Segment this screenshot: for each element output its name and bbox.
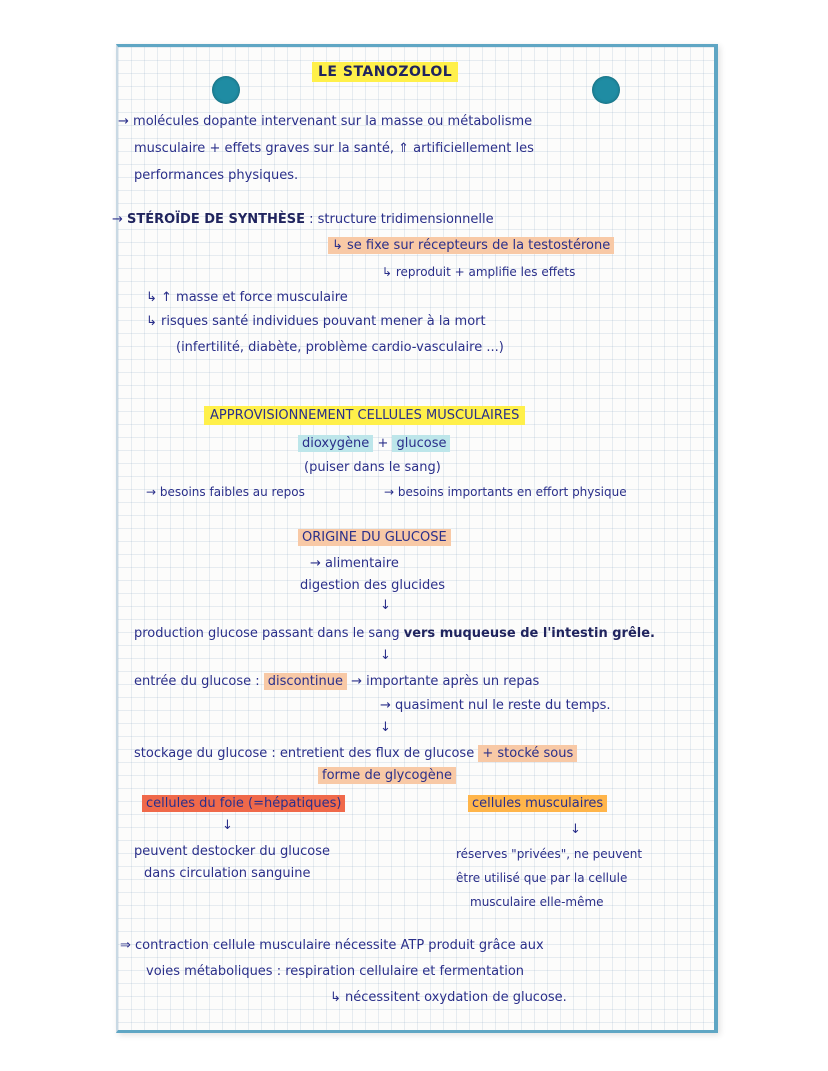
intro-line-3: performances physiques. xyxy=(134,168,299,183)
supply-low-needs: → besoins faibles au repos xyxy=(146,485,305,499)
conclusion-line-1: ⇒ contraction cellule musculaire nécessite ATP produit grâce aux xyxy=(120,938,544,953)
title-text: LE STANOZOLOL xyxy=(312,62,458,82)
storage-text-c: forme de glycogène xyxy=(318,767,456,784)
steroid-point-2: ↳ risques santé individues pouvant mener à la mort xyxy=(146,314,486,329)
muscle-line-1: réserves "privées", ne peuvent xyxy=(456,847,643,861)
steroid-point-1: ↳ ↑ masse et force musculaire xyxy=(146,290,348,305)
intro-line-1-text: molécules dopante intervenant sur la masse ou métabolisme xyxy=(133,114,533,129)
origin-heading-text: ORIGINE DU GLUCOSE xyxy=(298,529,451,546)
storage-text-a: stockage du glucose : entretient des flux de glucose xyxy=(134,746,475,761)
origin-storage-2 xyxy=(318,768,456,784)
production-text-a: production glucose passant dans le sang xyxy=(134,626,400,641)
supply-heading-text: APPROVISIONNEMENT CELLULES MUSCULAIRES xyxy=(204,406,525,425)
arrow-down-2: ↓ xyxy=(380,648,391,663)
origin-production xyxy=(134,626,655,642)
binder-hole-left xyxy=(212,76,240,104)
supply-heading xyxy=(204,408,525,424)
steroid-point-3: (infertilité, diabète, problème cardio-vasculaire ...) xyxy=(176,340,504,355)
arrow-down-liver: ↓ xyxy=(222,818,233,833)
origin-food: → alimentaire xyxy=(310,556,399,571)
steroid-sub-1-text: ↳ se fixe sur récepteurs de la testostérone xyxy=(328,237,614,254)
steroid-sub-2: ↳ reproduit + amplifie les effets xyxy=(382,265,576,279)
dioxygen-text: dioxygène xyxy=(298,435,373,452)
steroid-sub-1 xyxy=(328,238,614,254)
liver-line-2: dans circulation sanguine xyxy=(144,866,311,881)
plus-sign: + xyxy=(377,436,389,451)
intro-arrow: → xyxy=(118,114,129,129)
muscle-line-3: musculaire elle-même xyxy=(470,895,604,909)
supply-blood: (puiser dans le sang) xyxy=(304,460,441,475)
origin-heading xyxy=(298,530,451,546)
origin-entry-2: → quasiment nul le reste du temps. xyxy=(380,698,611,713)
liver-line-1: peuvent destocker du glucose xyxy=(134,844,331,859)
origin-storage xyxy=(134,746,577,762)
arrow-down-muscle: ↓ xyxy=(570,822,581,837)
steroid-arrow: → xyxy=(112,212,123,227)
muscle-line-2: être utilisé que par la cellule xyxy=(456,871,628,885)
steroid-desc: : structure tridimensionnelle xyxy=(309,212,494,227)
muscle-label xyxy=(468,796,607,812)
entry-label: entrée du glucose : xyxy=(134,674,260,689)
conclusion-line-3: ↳ nécessitent oxydation de glucose. xyxy=(330,990,567,1005)
storage-text-b: + stocké sous xyxy=(478,745,577,762)
muscle-label-text: cellules musculaires xyxy=(468,795,607,812)
conclusion-line-2: voies métaboliques : respiration cellulaire et fermentation xyxy=(146,964,525,979)
liver-label-text: cellules du foie (=hépatiques) xyxy=(142,795,345,812)
supply-nutrients xyxy=(298,436,450,452)
steroid-line xyxy=(112,212,494,228)
binder-hole-right xyxy=(592,76,620,104)
intro-line-1 xyxy=(118,114,532,130)
supply-high-needs: → besoins importants en effort physique xyxy=(384,485,627,499)
entry-after-1: → importante après un repas xyxy=(351,674,540,689)
glucose-text: glucose xyxy=(392,435,450,452)
steroid-label: STÉROÏDE DE SYNTHÈSE xyxy=(127,212,305,227)
entry-value: discontinue xyxy=(264,673,347,690)
liver-label xyxy=(142,796,345,812)
page-title xyxy=(312,64,458,80)
intro-line-2: musculaire + effets graves sur la santé, ⇑ artificiellement les xyxy=(134,141,534,156)
arrow-down-1: ↓ xyxy=(380,598,391,613)
production-text-b: vers muqueuse de l'intestin grêle. xyxy=(403,626,655,641)
arrow-down-3: ↓ xyxy=(380,720,391,735)
origin-digestion: digestion des glucides xyxy=(300,578,445,593)
origin-entry xyxy=(134,674,539,690)
